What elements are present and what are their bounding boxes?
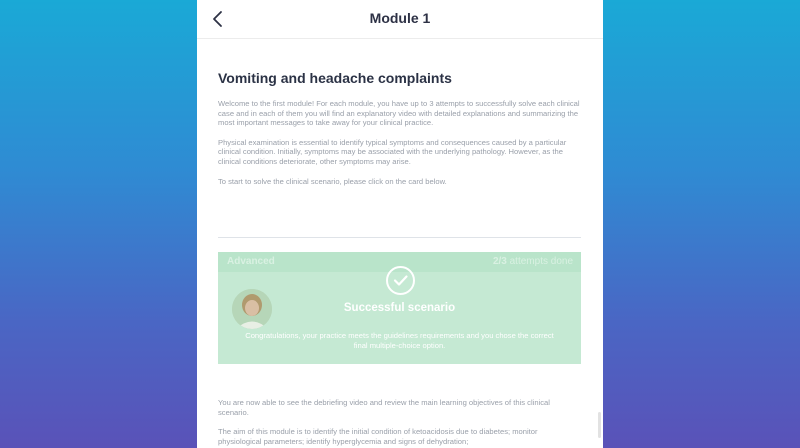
intro-paragraph: Physical examination is essential to identify typical symptoms and consequences caused by a particular clinical condition. Initially, symptoms may be associated with the underlying pathology. However, as the clinical conditions deteriorate, other symptoms may arise. [218, 137, 567, 166]
check-circle-icon [386, 266, 415, 295]
intro-paragraph: Welcome to the first module! For each module, you have up to 3 attempts to successfully solve each clinical case and in each of them you will find an explanatory video with detailed explanations and summarizing the most important messages to take away for your clinical practice. [218, 99, 580, 128]
debrief-paragraph: The aim of this module is to identify the initial condition of ketoacidosis due to diabetes; monitor physiological parameters; identify hyperglycemia and signs of dehydration; [218, 427, 538, 446]
difficulty-label: Advanced [227, 256, 275, 267]
module-panel [197, 0, 603, 448]
attempts-count: 2/3 [492, 256, 507, 267]
page-title: Module 1 [369, 10, 431, 26]
attempts-counter [493, 256, 573, 267]
debrief-paragraph: You are now able to see the debriefing video and review the main learning objectives of this clinical scenario. [218, 398, 550, 417]
attempts-text: attempts done [509, 256, 573, 267]
module-intro [218, 70, 580, 196]
scrollbar[interactable] [598, 412, 601, 438]
section-divider [218, 237, 581, 238]
intro-paragraph: To start to solve the clinical scenario, please click on the card below. [218, 176, 447, 186]
card-description: Congratulations, your practice meets the guidelines requirements and you chose the correct final multiple-choice option. [245, 331, 554, 350]
debrief-section [218, 398, 580, 448]
top-bar [197, 0, 603, 39]
card-title: Successful scenario [343, 302, 456, 314]
module-heading: Vomiting and headache complaints [218, 70, 452, 86]
scenario-card[interactable] [218, 252, 581, 364]
